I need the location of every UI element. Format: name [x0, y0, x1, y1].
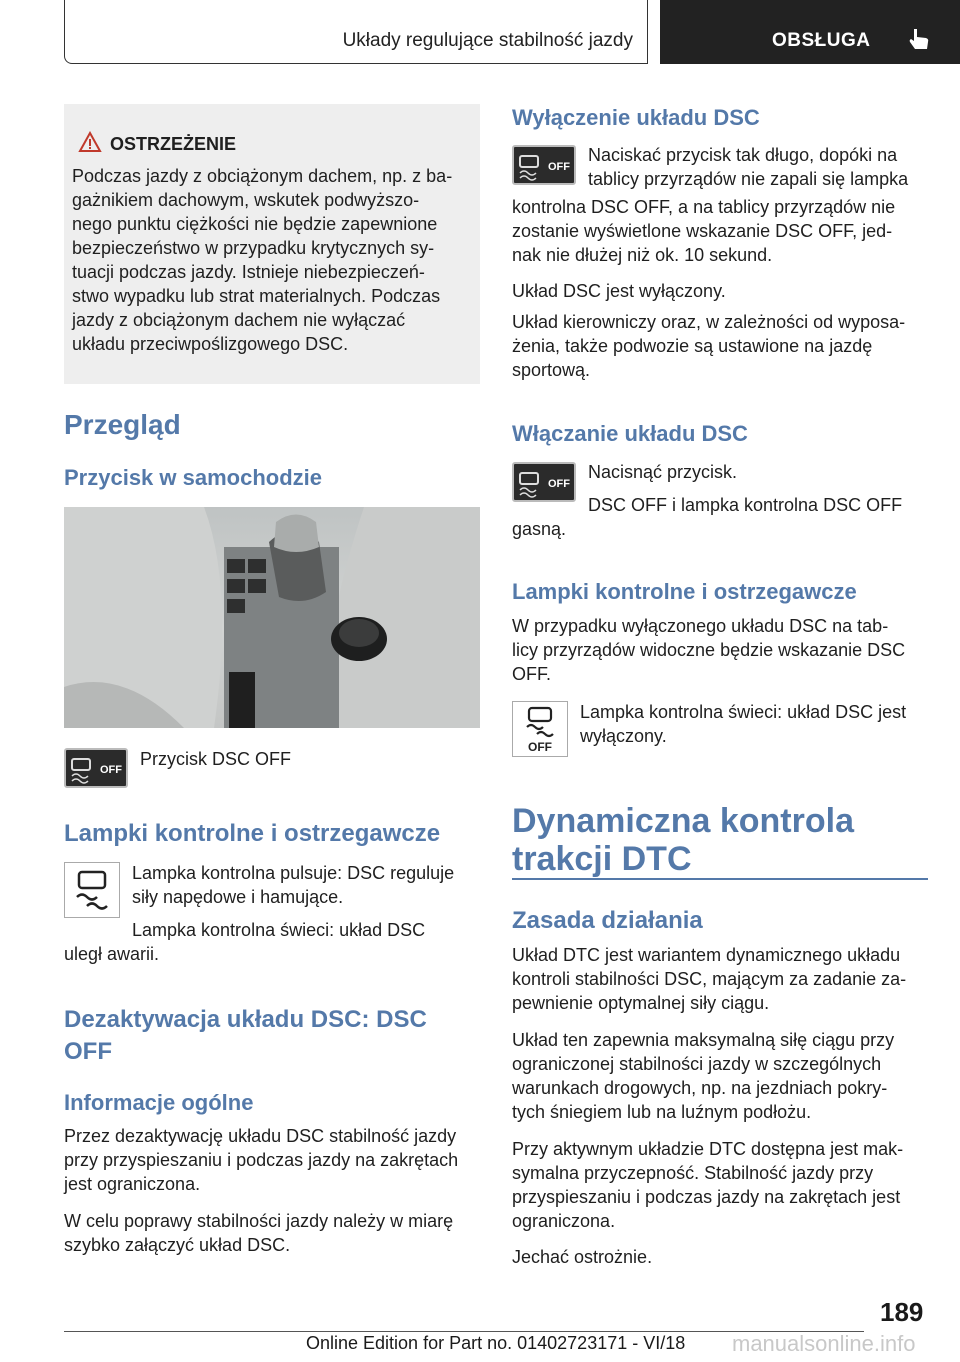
principle-text: Jechać ostrożnie.	[512, 1247, 653, 1267]
general-text: szybko załączyć układ DSC.	[64, 1235, 291, 1255]
section-title: Układy regulujące stabilność jazdy	[342, 30, 633, 51]
dsc-off-text: tablicy przyrządów nie zapali się lampka	[588, 169, 909, 189]
console-illustration	[64, 507, 480, 728]
principle-text: ograniczona.	[512, 1211, 616, 1231]
lamp-fault-text: uległ awarii.	[64, 944, 160, 964]
pointing-hand-icon	[906, 26, 932, 52]
lamp-fault-text: Lampka kontrolna świeci: układ DSC	[132, 920, 426, 940]
dsc-off-button-icon	[512, 145, 576, 185]
dtc-heading: trakcji DTC	[512, 840, 692, 878]
dtc-heading: Dynamiczna kontrola	[512, 802, 854, 840]
warning-line: stwo wypadku lub strat materialnych. Podczas	[72, 286, 441, 306]
warning-line: Podczas jazdy z obciążonym dachem, np. z ba-	[72, 166, 453, 186]
principle-heading: Zasada działania	[512, 907, 703, 934]
lamps-text: OFF.	[512, 664, 551, 684]
warning-line: gażnikiem dachowym, wskutek podwyższo-	[72, 190, 420, 210]
dsc-on-heading: Włączanie układu DSC	[512, 421, 748, 446]
button-caption: Przycisk DSC OFF	[140, 749, 291, 769]
lamp-pulse-text: Lampka kontrolna pulsuje: DSC reguluje	[132, 863, 455, 883]
overview-heading: Przegląd	[64, 409, 181, 440]
dsc-off-button-icon	[64, 748, 128, 788]
lamps-text: licy przyrządów widoczne będzie wskazanie DSC	[512, 640, 906, 660]
dsc-off-text: nak nie dłużej niż ok. 10 sekund.	[512, 245, 773, 265]
dsc-off-status: Układ DSC jest wyłączony.	[512, 281, 726, 301]
dsc-on-text: DSC OFF i lampka kontrolna DSC OFF	[588, 495, 903, 515]
warning-box	[64, 104, 480, 384]
warning-line: jazdy z obciążonym dachem nie wyłączać	[72, 310, 406, 330]
principle-text: Układ ten zapewnia maksymalną siłę ciągu przy	[512, 1030, 895, 1050]
off-text: OFF	[548, 478, 570, 490]
edition-text: Online Edition for Part no. 01402723171 - VI/18	[306, 1333, 686, 1353]
running-header	[64, 0, 648, 64]
principle-text: Przy aktywnym układzie DTC dostępna jest mak-	[512, 1139, 904, 1159]
lamps-heading-right: Lampki kontrolne i ostrzegawcze	[512, 579, 857, 604]
general-heading: Informacje ogólne	[64, 1090, 254, 1115]
general-text: Przez dezaktywację układu DSC stabilność jazdy	[64, 1126, 457, 1146]
dsc-on-text: gasną.	[512, 519, 567, 539]
off-text: OFF	[548, 161, 570, 173]
principle-text: symalna przyczepność. Stabilność jazdy przy	[512, 1163, 874, 1183]
dsc-off-text: zostanie wyświetlone wskazanie DSC OFF, jed-	[512, 221, 893, 241]
dsc-off-button-icon	[512, 462, 576, 502]
watermark: manualsonline.info	[732, 1331, 916, 1356]
dsc-on-text: Nacisnąć przycisk.	[588, 462, 738, 482]
warning-line: tuacji podczas jazdy. Istnieje niebezpieczeń-	[72, 262, 425, 282]
lamps-text: Lampka kontrolna świeci: układ DSC jest	[580, 702, 907, 722]
warning-line: układu przeciwpoślizgowego DSC.	[72, 334, 349, 354]
center-console-photo	[64, 507, 480, 728]
dsc-off-text: sportową.	[512, 360, 591, 380]
principle-text: Układ DTC jest wariantem dynamicznego układu	[512, 945, 901, 965]
principle-text: warunkach drogowych, np. na jezdniach pokry-	[512, 1078, 888, 1098]
button-heading: Przycisk w samochodzie	[64, 465, 322, 490]
lamp-pulse-text: siły napędowe i hamujące.	[132, 887, 344, 907]
principle-text: ograniczonej stabilności jazdy w szczególnych	[512, 1054, 882, 1074]
lamps-text: wyłączony.	[580, 726, 667, 746]
deactivation-heading: OFF	[64, 1038, 112, 1065]
principle-text: przyspieszaniu i podczas jazdy na zakrętach jest	[512, 1187, 901, 1207]
warning-triangle-icon	[78, 131, 102, 153]
deactivation-heading: Dezaktywacja układu DSC: DSC	[64, 1006, 427, 1033]
warning-line: nego punktu ciężkości nie będzie zapewnione	[72, 214, 438, 234]
heading-rule	[512, 878, 928, 880]
general-text: przy przyspieszaniu i podczas jazdy na zakrętach	[64, 1150, 459, 1170]
warning-title: OSTRZEŻENIE	[110, 134, 237, 154]
dsc-off-text: żenia, także podwozie są ustawione na jazdę	[512, 336, 873, 356]
off-text: OFF	[528, 740, 552, 754]
principle-text: tych śniegiem lub na luźnym podłożu.	[512, 1102, 812, 1122]
off-text: OFF	[100, 764, 122, 776]
dsc-off-heading: Wyłączenie układu DSC	[512, 105, 760, 130]
dsc-off-text: kontrolna DSC OFF, a na tablicy przyrządów nie	[512, 197, 896, 217]
dsc-warning-lamp-icon	[64, 862, 120, 918]
page-number: 189	[880, 1297, 924, 1327]
chapter-label: OBSŁUGA	[772, 30, 871, 51]
lamps-text: W przypadku wyłączonego układu DSC na tab-	[512, 616, 889, 636]
dsc-off-text: Układ kierowniczy oraz, w zależności od wyposa-	[512, 312, 906, 332]
warning-line: bezpieczeństwo w przypadku krytycznych sy-	[72, 238, 435, 258]
principle-text: kontroli stabilności DSC, mającym za zadanie za-	[512, 969, 907, 989]
dsc-off-lamp-icon	[512, 701, 568, 757]
principle-text: pewnienie optymalnej siły ciągu.	[512, 993, 770, 1013]
general-text: W celu poprawy stabilności jazdy należy w miarę	[64, 1211, 454, 1231]
lamps-heading-left: Lampki kontrolne i ostrzegawcze	[64, 820, 441, 847]
chapter-tab	[660, 0, 960, 64]
general-text: jest ograniczona.	[64, 1174, 201, 1194]
dsc-off-text: Naciskać przycisk tak długo, dopóki na	[588, 145, 898, 165]
